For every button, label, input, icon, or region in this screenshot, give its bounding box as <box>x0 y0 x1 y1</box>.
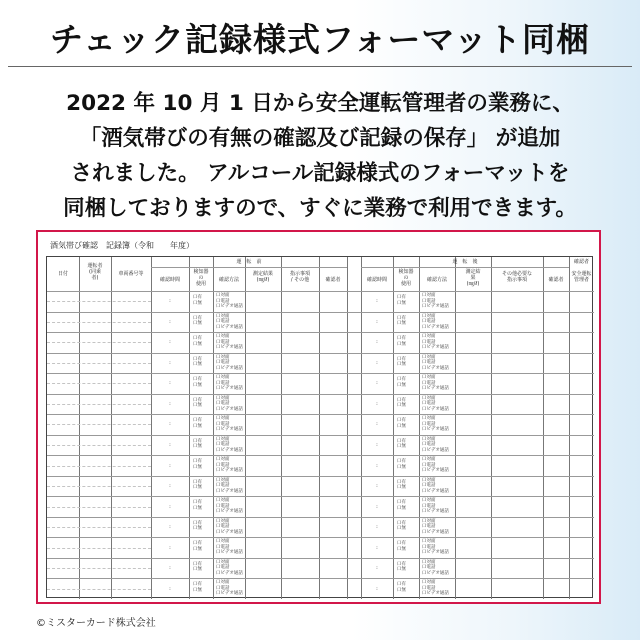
table-row-midline <box>47 589 151 590</box>
method-options: 口対面 口電話 口ビデオ通話 <box>422 559 449 576</box>
detector-options: 口有 口無 <box>397 520 406 532</box>
time-separator: : <box>376 400 378 407</box>
detector-options: 口有 口無 <box>193 315 202 327</box>
table-row-midline <box>47 342 151 343</box>
time-separator: : <box>376 298 378 305</box>
detector-options: 口有 口無 <box>193 520 202 532</box>
grid-column-line <box>213 257 214 599</box>
detector-options: 口有 口無 <box>397 541 406 552</box>
header-detector: 検知器 の 使用 <box>193 269 209 287</box>
method-options: 口対面 口電話 口ビデオ通話 <box>422 354 449 371</box>
table-row-line <box>47 353 594 354</box>
header-driver: 運転者 (同乗 者) <box>87 263 103 281</box>
time-separator: : <box>376 421 378 428</box>
time-separator: : <box>169 380 171 387</box>
description-line-1: 2022 年 10 月 1 日から安全運転管理者の業務に、 <box>66 91 574 116</box>
method-options: 口対面 口電話 口ビデオ通話 <box>422 416 449 433</box>
page-title: チェック記録様式フォーマット同梱 <box>49 20 591 59</box>
method-options: 口対面 口電話 口ビデオ通話 <box>216 436 243 453</box>
header-method: 確認方法 <box>218 277 239 283</box>
table-row-line <box>47 578 594 579</box>
record-table <box>46 256 593 598</box>
header-detector: 検知器 の 使用 <box>398 269 414 287</box>
detector-options: 口有 口無 <box>193 438 202 450</box>
table-row-line <box>47 517 594 518</box>
grid-column-line <box>393 257 394 599</box>
form-title: 酒気帯び確認 記録簿（令和 年度） <box>50 241 194 250</box>
method-options: 口対面 口電話 口ビデオ通話 <box>216 395 243 412</box>
method-options: 口対面 口電話 口ビデオ通話 <box>422 580 449 597</box>
header-confirmer: 確認者 <box>325 277 341 283</box>
table-row-midline <box>47 383 151 384</box>
detector-options: 口有 口無 <box>397 397 406 409</box>
detector-options: 口有 口無 <box>397 295 406 306</box>
method-options: 口対面 口電話 口ビデオ通話 <box>216 334 243 351</box>
detector-options: 口有 口無 <box>397 315 406 327</box>
header-after-driving: 運 転 後 <box>452 259 478 265</box>
title-divider <box>8 66 632 67</box>
time-separator: : <box>376 339 378 346</box>
detector-options: 口有 口無 <box>193 356 202 368</box>
detector-options: 口有 口無 <box>397 582 406 593</box>
header-bottom-line <box>47 291 594 292</box>
method-options: 口対面 口電話 口ビデオ通話 <box>422 436 449 453</box>
table-row-midline <box>47 548 151 549</box>
time-separator: : <box>169 339 171 346</box>
method-options: 口対面 口電話 口ビデオ通話 <box>216 559 243 576</box>
table-row-midline <box>47 404 151 405</box>
time-separator: : <box>169 565 171 572</box>
grid-column-line <box>347 257 348 599</box>
description-line-2: 「酒気帯びの有無の確認及び記録の保存」 が追加 <box>79 126 561 151</box>
detector-options: 口有 口無 <box>193 500 202 511</box>
detector-options: 口有 口無 <box>397 500 406 511</box>
header-safety-manager: 安全運転 管理者 <box>571 271 592 283</box>
detector-options: 口有 口無 <box>193 582 202 593</box>
table-row-line <box>47 455 594 456</box>
method-options: 口対面 口電話 口ビデオ通話 <box>422 518 449 535</box>
detector-options: 口有 口無 <box>397 418 406 429</box>
table-row-midline <box>47 301 151 302</box>
table-row-line <box>47 373 594 374</box>
method-options: 口対面 口電話 口ビデオ通話 <box>422 293 449 309</box>
method-options: 口対面 口電話 口ビデオ通話 <box>216 416 243 433</box>
method-options: 口対面 口電話 口ビデオ通話 <box>216 580 243 597</box>
time-separator: : <box>169 585 171 592</box>
detector-options: 口有 口無 <box>193 336 202 347</box>
time-separator: : <box>169 503 171 510</box>
header-confirmer-group: 確認者 <box>573 259 589 265</box>
time-separator: : <box>169 400 171 407</box>
method-options: 口対面 口電話 口ビデオ通話 <box>422 539 449 556</box>
detector-options: 口有 口無 <box>397 356 406 368</box>
method-options: 口対面 口電話 口ビデオ通話 <box>216 313 243 330</box>
header-instruction: その他必要な 指示事項 <box>501 271 532 283</box>
method-options: 口対面 口電話 口ビデオ通話 <box>216 518 243 535</box>
table-row-line <box>47 496 594 497</box>
method-options: 口対面 口電話 口ビデオ通話 <box>216 539 243 556</box>
header-measure: 測定結 果 (㎎/ℓ) <box>465 269 481 287</box>
table-row-line <box>47 332 594 333</box>
detector-options: 口有 口無 <box>193 541 202 552</box>
detector-options: 口有 口無 <box>193 295 202 306</box>
detector-options: 口有 口無 <box>397 438 406 450</box>
detector-options: 口有 口無 <box>397 377 406 388</box>
time-separator: : <box>376 462 378 469</box>
method-options: 口対面 口電話 口ビデオ通話 <box>216 457 243 474</box>
record-form-preview <box>36 230 601 604</box>
detector-options: 口有 口無 <box>397 561 406 573</box>
table-row-midline <box>47 363 151 364</box>
time-separator: : <box>169 524 171 531</box>
table-row-line <box>47 558 594 559</box>
grid-column-line <box>419 257 420 599</box>
table-row-line <box>47 537 594 538</box>
grid-column-line <box>569 257 570 599</box>
table-row-line <box>47 435 594 436</box>
time-separator: : <box>376 524 378 531</box>
time-separator: : <box>169 359 171 366</box>
detector-options: 口有 口無 <box>193 397 202 409</box>
method-options: 口対面 口電話 口ビデオ通話 <box>216 354 243 371</box>
copyright-notice: ©ミスターカード株式会社 <box>36 618 156 629</box>
header-date: 日付 <box>57 271 68 277</box>
header-measure: 測定結果 (㎎/ℓ) <box>252 271 273 283</box>
time-separator: : <box>376 503 378 510</box>
time-separator: : <box>169 421 171 428</box>
table-row-midline <box>47 445 151 446</box>
table-row-midline <box>47 507 151 508</box>
header-instruction: 指示事項 / その他 <box>289 271 310 283</box>
time-separator: : <box>376 544 378 551</box>
time-separator: : <box>376 318 378 325</box>
method-options: 口対面 口電話 口ビデオ通話 <box>422 477 449 494</box>
grid-column-line <box>491 257 492 599</box>
table-row-line <box>47 312 594 313</box>
description-line-4: 同梱しておりますので、すぐに業務で利用できます。 <box>63 196 577 221</box>
time-separator: : <box>376 442 378 448</box>
method-options: 口対面 口電話 口ビデオ通話 <box>216 498 243 515</box>
method-options: 口対面 口電話 口ビデオ通話 <box>216 375 243 392</box>
header-confirmer: 確認者 <box>548 277 564 283</box>
detector-options: 口有 口無 <box>193 561 202 573</box>
grid-column-line <box>189 257 190 599</box>
method-options: 口対面 口電話 口ビデオ通話 <box>422 334 449 351</box>
method-options: 口対面 口電話 口ビデオ通話 <box>422 375 449 392</box>
table-row-line <box>47 394 594 395</box>
header-check-time: 確認時間 <box>366 277 387 283</box>
detector-options: 口有 口無 <box>397 459 406 470</box>
time-separator: : <box>169 483 171 490</box>
detector-options: 口有 口無 <box>397 336 406 347</box>
header-group-line <box>361 267 569 268</box>
header-check-time: 確認時間 <box>159 277 180 283</box>
time-separator: : <box>169 462 171 469</box>
time-separator: : <box>169 544 171 551</box>
header-method: 確認方法 <box>426 277 447 283</box>
description-line-3: されました。 アルコール記録様式のフォーマットを <box>70 161 570 186</box>
table-row-midline <box>47 527 151 528</box>
table-row-midline <box>47 424 151 425</box>
method-options: 口対面 口電話 口ビデオ通話 <box>422 313 449 330</box>
method-options: 口対面 口電話 口ビデオ通話 <box>216 293 243 309</box>
time-separator: : <box>376 359 378 366</box>
time-separator: : <box>376 380 378 387</box>
method-options: 口対面 口電話 口ビデオ通話 <box>422 395 449 412</box>
grid-column-line <box>281 257 282 599</box>
time-separator: : <box>376 585 378 592</box>
grid-column-line <box>319 257 320 599</box>
table-row-line <box>47 414 594 415</box>
time-separator: : <box>169 318 171 325</box>
grid-column-line <box>455 257 456 599</box>
detector-options: 口有 口無 <box>397 479 406 491</box>
table-row-midline <box>47 322 151 323</box>
detector-options: 口有 口無 <box>193 479 202 491</box>
detector-options: 口有 口無 <box>193 459 202 470</box>
header-before-driving: 運 転 前 <box>236 259 262 265</box>
header-vehicle: 車両番号等 <box>118 271 144 277</box>
table-row-midline <box>47 486 151 487</box>
grid-column-line <box>245 257 246 599</box>
time-separator: : <box>376 565 378 572</box>
header-group-line <box>151 267 347 268</box>
method-options: 口対面 口電話 口ビデオ通話 <box>422 498 449 515</box>
time-separator: : <box>169 298 171 305</box>
method-options: 口対面 口電話 口ビデオ通話 <box>216 477 243 494</box>
table-row-line <box>47 476 594 477</box>
detector-options: 口有 口無 <box>193 418 202 429</box>
time-separator: : <box>376 483 378 490</box>
table-row-midline <box>47 568 151 569</box>
detector-options: 口有 口無 <box>193 377 202 388</box>
time-separator: : <box>169 442 171 448</box>
grid-column-line <box>543 257 544 599</box>
method-options: 口対面 口電話 口ビデオ通話 <box>422 457 449 474</box>
table-row-midline <box>47 466 151 467</box>
